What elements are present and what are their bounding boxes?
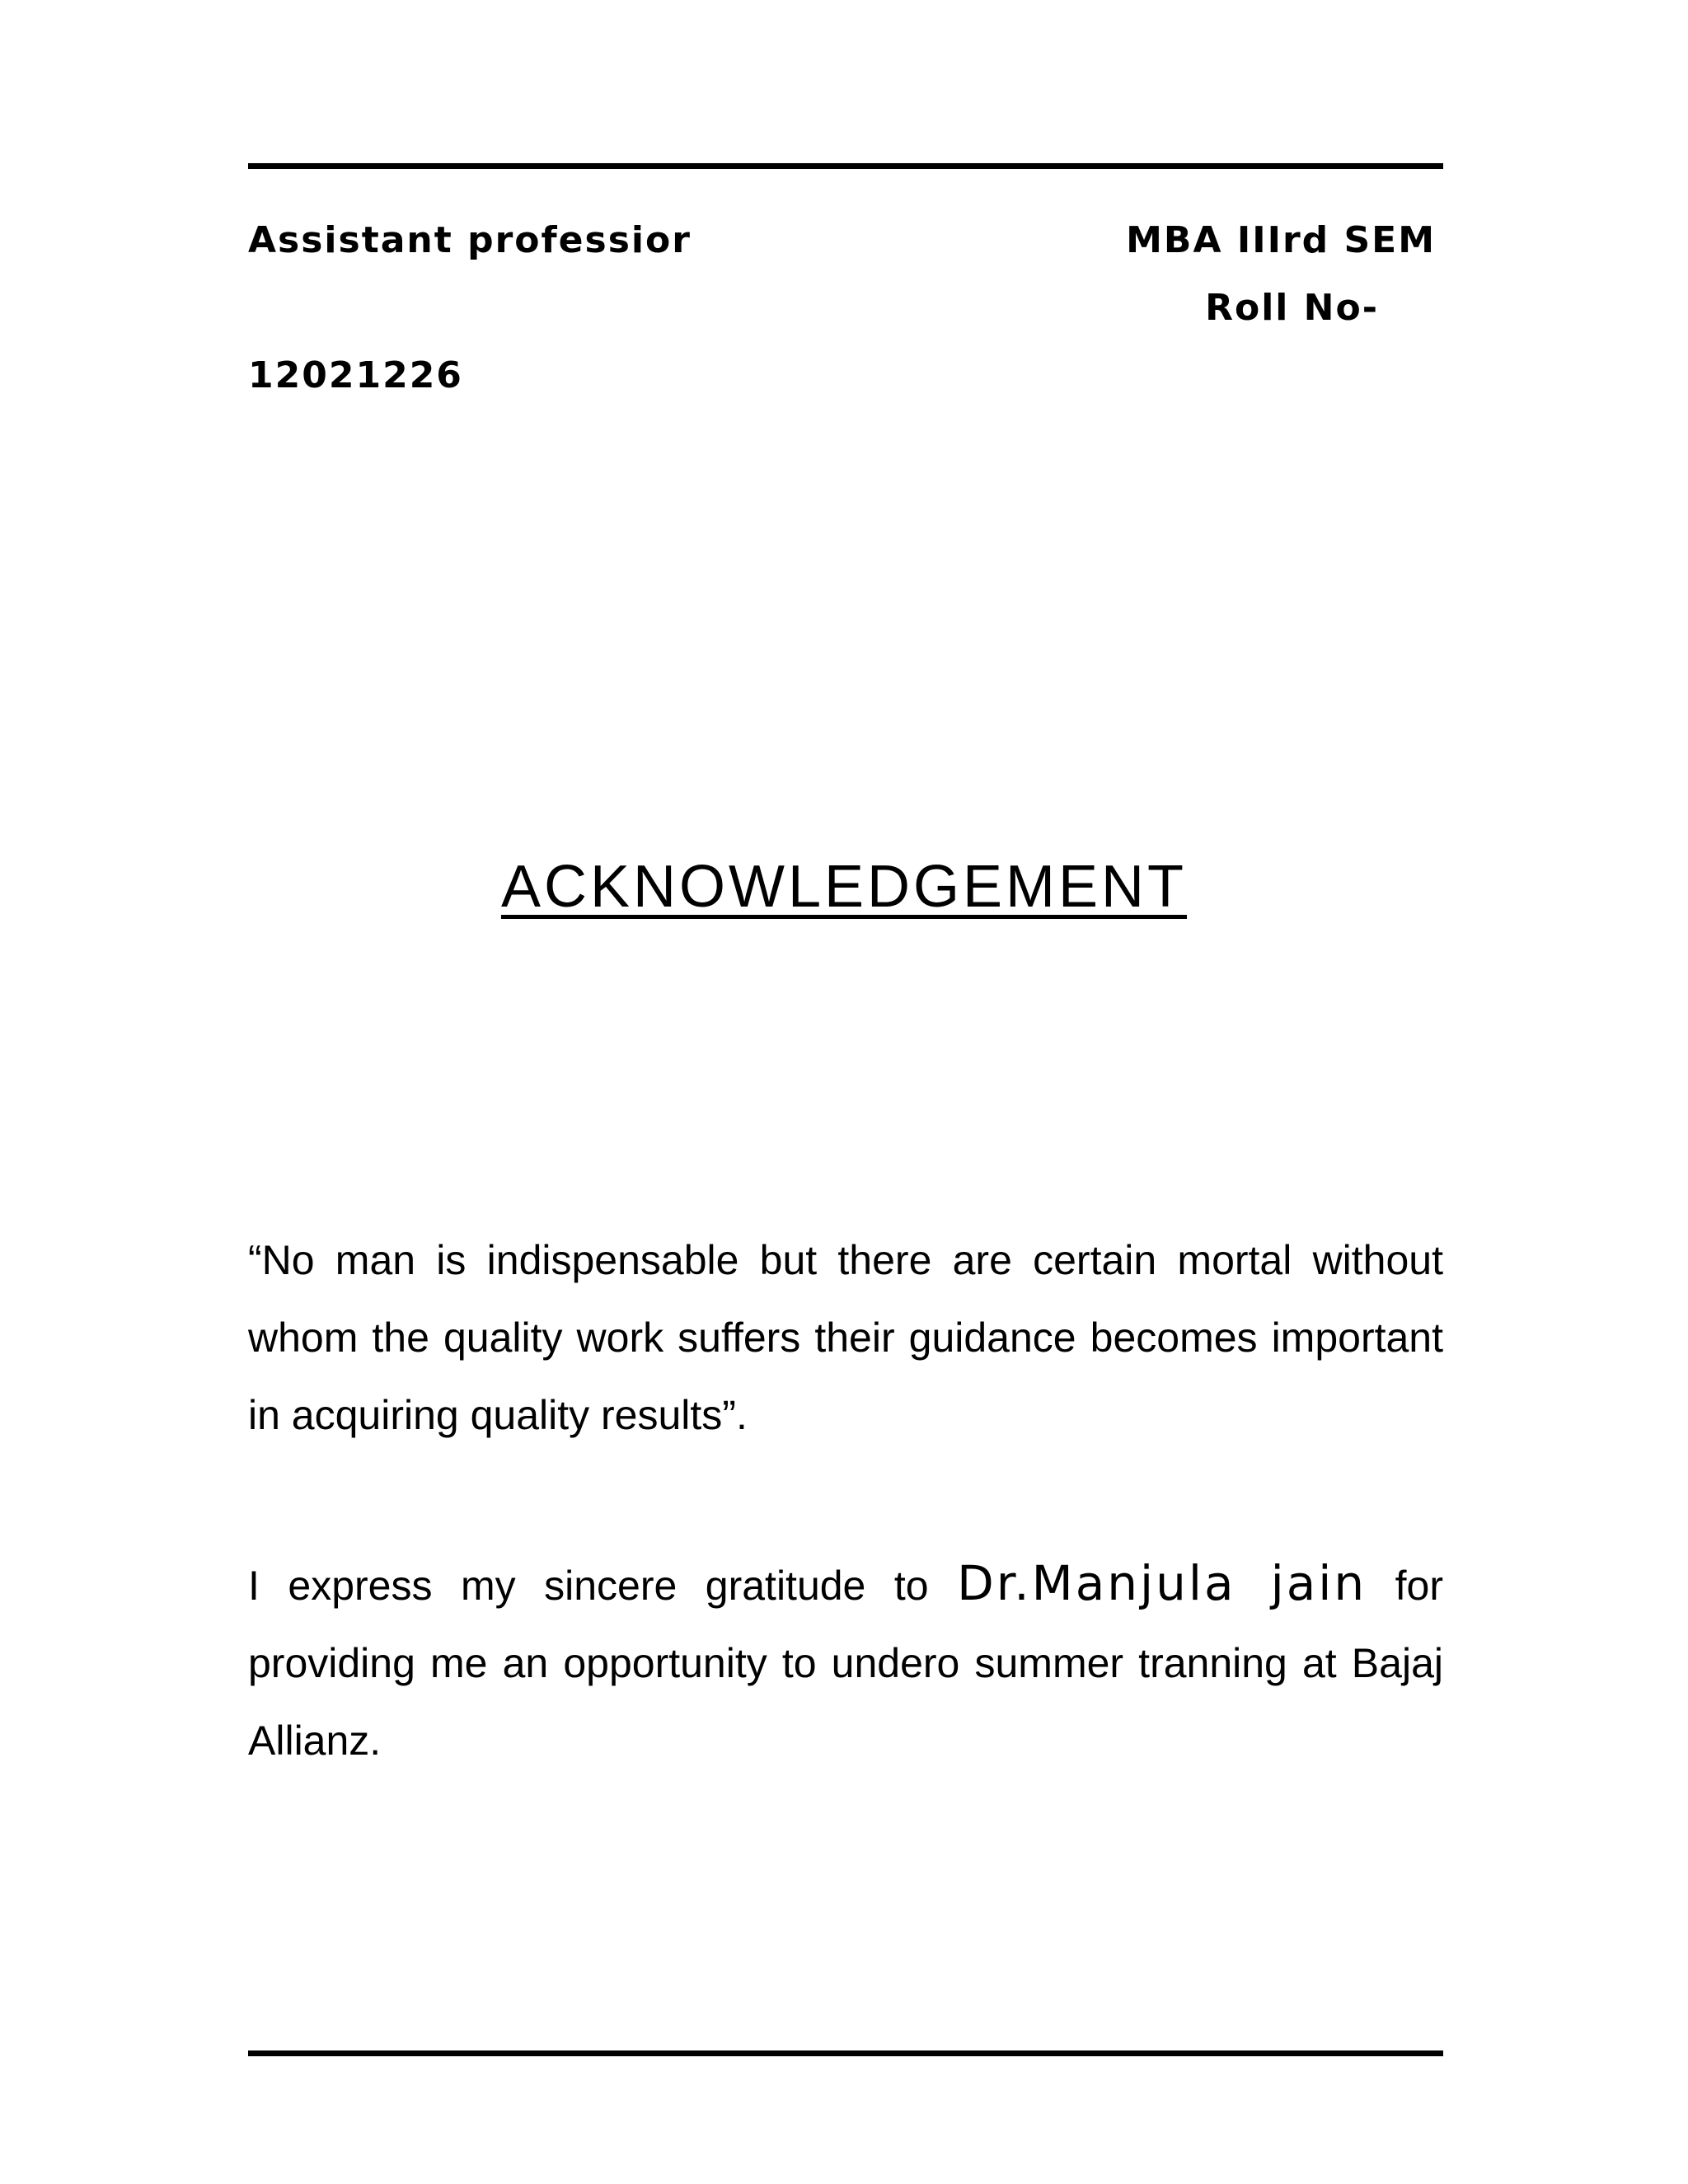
top-divider bbox=[248, 163, 1443, 169]
designation-label: Assistant professior bbox=[248, 219, 692, 261]
mentor-name: Dr.Manjula jain bbox=[957, 1555, 1367, 1611]
quote-paragraph: “No man is indispensable but there are certain mortal without whom the quality work suffers their guidance becomes important in acquiring quality results”. bbox=[248, 1237, 1443, 1438]
course-label: MBA IIIrd SEM bbox=[1126, 219, 1436, 261]
gratitude-text-start: I express my sincere gratitude to bbox=[248, 1563, 958, 1609]
roll-number: 12021226 bbox=[248, 354, 463, 396]
page-title-container bbox=[0, 854, 1688, 920]
gratitude-paragraph bbox=[248, 1544, 1443, 1779]
page-title: ACKNOWLEDGEMENT bbox=[500, 854, 1188, 920]
gratitude-text-end: for providing me an opportunity to undero summer tranning at Bajaj Allianz. bbox=[248, 1563, 1443, 1764]
roll-label: Roll No- bbox=[1205, 287, 1379, 329]
bottom-divider bbox=[248, 2050, 1443, 2056]
